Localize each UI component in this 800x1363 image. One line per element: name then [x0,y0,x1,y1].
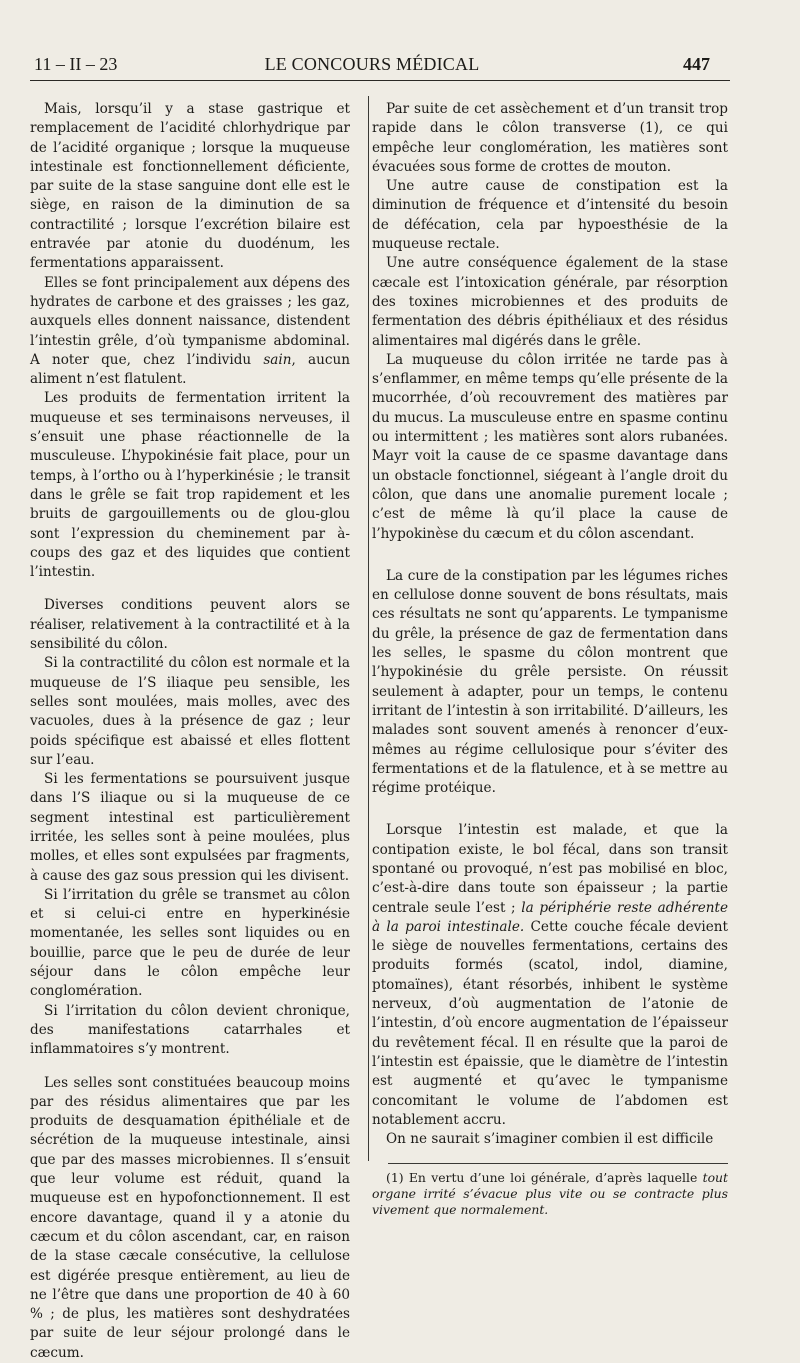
journal-title: LE CONCOURS MÉDICAL [264,54,480,74]
text-run: , aucun aliment n’est flatulent. [30,351,350,388]
issue-date: 11 – II – 23 [34,54,118,74]
paragraph: Si l’irritation du côlon devient chronique, des manifestations catarrhales et inflammatoires s’y montrent. [30,1002,350,1058]
paragraph: La muqueuse du côlon irritée ne tarde pas à s’enflammer, en même temps qu’elle présente de la mucorrhée, d’où recouvrement des matières par du mucus. La musculeuse entre en spasme continu ou intermittent ; les matières sont alors rubanées. Mayr voit la cause de ce spasme davantage dans un obstacle fonctionnel, siégeant à l’angle droit du côlon, que dans une anomalie purement locale ; c’est de même là qu’il place la cause de l’hypokinèse du cæcum et du côlon ascendant. [372,351,728,542]
paragraph: Une autre conséquence également de la stase cæcale est l’intoxication générale, par résorption des toxines microbiennes et des produits de fermentation des débris épithéliaux et des résidus alimentaires mal digérés dans le grêle. [372,255,728,349]
left-column [30,100,350,1363]
text-run: Cette couche fécale devient le siège de nouvelles fermentations, certains des produits formés (scatol, indol, diamine, ptomaïnes), étant résorbés, inhibent le système nerveux, d’où augmentation de l’atonie de l’intestin, d’où encore augmentation de l’épaisseur du revêtement fécal. Il en résulte que la paroi de l’intestin est épaissie, que le diamètre de l’intestin est augmenté et qu’avec le tympanisme concomitant le volume de l’abdomen est notablement accru. [372,918,728,1128]
text-run: Lorsque l’intestin est malade, et que la contipation existe, le bol fécal, dans son transit spontané ou provoqué, n’est pas mobilisé en bloc, c’est-à-dire dans toute son épaisseur ; la partie centrale seule l’est ; [372,822,728,916]
paragraph: Si les fermentations se poursuivent jusque dans l’S iliaque ou si la muqueuse de ce segment intestinal est particulièrement irritée, les selles sont à peine moulées, plus molles, et elles sont expulsées par fragments, à cause des gaz sous pression qui les divisent. [30,771,350,884]
page-number: 447 [683,54,710,74]
paragraph: La cure de la constipation par les légumes riches en cellulose donne souvent de bons résultats, mais ces résultats ne sont qu’apparents. Le tympanisme du grêle, la présence de gaz de fermentation dans les selles, le spasme du côlon montrent que l’hypokinésie du grêle persiste. On réussit seulement à adapter, pour un temps, le contenu irritant de l’intestin à son irritabilité. D’ailleurs, les malades sont souvent amenés à renoncer d’eux-mêmes au régime cellulosique pour s’éviter des fermentations et de la flatulence, et à se mettre au régime protéique. [372,567,728,797]
paragraph: Diverses conditions peuvent alors se réaliser, relativement à la contractilité et à la sensibilité du côlon. [30,597,350,653]
paragraph [372,821,728,1130]
footnote-text [372,1170,728,1218]
paragraph [30,274,350,390]
right-column [372,100,728,1149]
emphasis: la périphérie reste adhérente à la paroi intestinale. [372,899,729,935]
column-divider [368,96,369,1161]
paragraph: Une autre cause de constipation est la diminution de fréquence et d’intensité du besoin de défécation, cela par hypoesthésie de la muqueuse rectale. [372,178,728,253]
paragraph: Par suite de cet assèchement et d’un transit trop rapide dans le côlon transverse (1), ce qui empêche leur conglomération, les matières sont évacuées sous forme de crottes de mouton. [372,101,728,175]
running-header [34,54,710,76]
paragraph: On ne saurait s’imaginer combien il est difficile [386,1131,714,1148]
paragraph: Si l’irritation du grêle se transmet au côlon et si celui-ci entre en hyperkinésie momentanée, les selles sont liquides ou en bouillie, parce que le peu de durée de leur séjour dans le côlon empêche leur conglomération. [30,886,350,1000]
footnote [372,1170,728,1218]
header-rule [30,80,730,81]
text-run: Elles se font principalement aux dépens des hydrates de carbone et des graisses ; les gaz, auxquels elles donnent naissance, distendent l’intestin grêle, d’où tympanisme abdominal. A noter que, chez l’individu [30,274,350,368]
paragraph: Si la contractilité du côlon est normale et la muqueuse de l’S iliaque peu sensible, les selles sont moulées, mais molles, avec des vacuoles, dues à la présence de gaz ; leur poids spécifique est abaissé et elles flottent sur l’eau. [30,655,350,768]
text-run: (1) En vertu d’une loi générale, d’après laquelle [386,1170,703,1185]
emphasis: tout organe irrité s’évacue plus vite ou se contracte plus vivement que normalement. [372,1170,728,1217]
emphasis: sain [263,351,292,368]
paragraph: Mais, lorsqu’il y a stase gastrique et remplacement de l’acidité chlorhydrique par de l’acidité organique ; lorsque la muqueuse intestinale est fonctionnellement déficiente, par suite de la stase sanguine dont elle est le siège, en raison de la diminution de sa contractilité ; lorsque l’excrétion bilaire est entravée par atonie du duodénum, les fermentations apparaissent. [30,101,350,272]
paragraph: Les produits de fermentation irritent la muqueuse et ses terminaisons nerveuses, il s’ensuit une phase réactionnelle de la musculeuse. L’hypokinésie fait place, pour un temps, à l’ortho ou à l’hyperkinésie ; le transit dans le grêle se fait trop rapidement et les bruits de gargouillements ou de glou-glou sont l’expression du cheminement par à-coups des gaz et des liquides que contient l’intestin. [30,390,350,581]
footnote-rule [388,1163,728,1164]
paragraph: Les selles sont constituées beaucoup moins par des résidus alimentaires que par les produits de desquamation épithéliale et de sécrétion de la muqueuse intestinale, ainsi que par des masses microbiennes. Il s’ensuit que leur volume est réduit, quand la muqueuse est en hypofonctionnement. Il est encore davantage, quand il y a atonie du cæcum et du côlon ascendant, car, en raison de la stase cæcale consécutive, la cellulose est digérée presque entièrement, au lieu de ne l’être que dans une proportion de 40 à 60 % ; de plus, les matières sont deshydratées par suite de leur séjour prolongé dans le cæcum. [30,1074,350,1361]
